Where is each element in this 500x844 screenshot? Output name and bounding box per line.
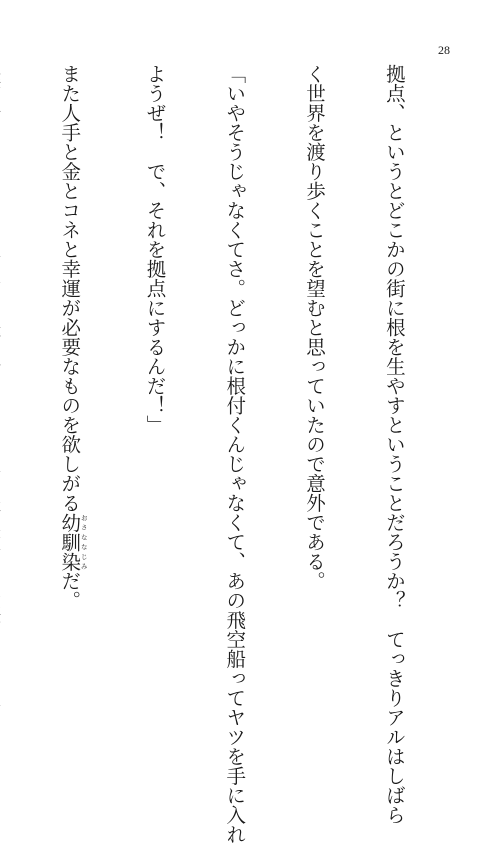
furigana-ruby: 幼馴染おさななじみ — [58, 512, 88, 571]
text-line: また人手と金とコネと幸運が必要なものを欲しがる幼馴染おさななじみだ。 — [58, 64, 88, 610]
text-line: 拠点、というとどこかの街に根を生やすということだろうか？ てっきりアルはしばら — [382, 64, 406, 825]
text-line: ようぜ！ で、それを拠点にするんだ！」 — [143, 64, 167, 435]
text-line: 「いやそうじゃなくてさ。どっかに根付くんじゃなくて、あの飛空船ってヤツを手に入れ — [223, 64, 247, 844]
text-line — [0, 64, 2, 664]
text-line: く世界を渡り歩くことを望むと思っていたので意外である。 — [303, 64, 327, 591]
body-text — [40, 64, 460, 844]
page-number: 28 — [438, 43, 450, 57]
